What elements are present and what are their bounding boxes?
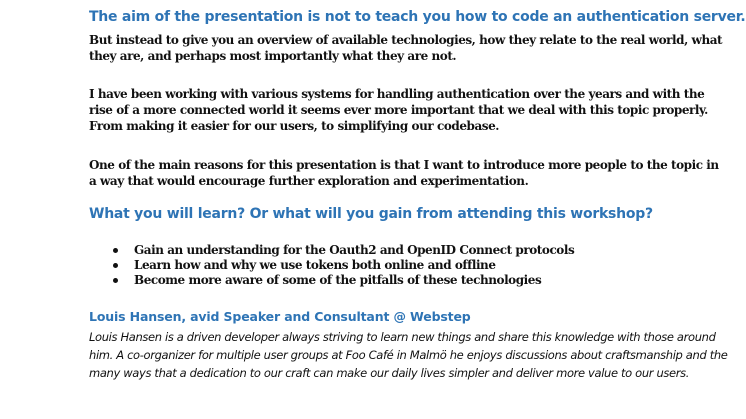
intro-paragraph-motivation: One of the main reasons for this presentation is that I want to introduce more people to the topic in a way that would encourage further exploration and experimentation. — [89, 158, 719, 188]
speaker-bio: Louis Hansen is a driven developer always striving to learn new things and share this knowledge with those around him. A co-organizer for multiple user groups at Foo Café in Malmö he enjoys discussions about craftsmanship and the many ways that a dedication to our craft can make our daily lives simpler and deliver more value to our users. — [89, 330, 728, 380]
learn-bullet-list — [112, 243, 574, 288]
speaker-heading: Louis Hansen, avid Speaker and Consultant @ Webstep — [89, 309, 471, 324]
list-item: Learn how and why we use tokens both online and offline — [112, 258, 574, 273]
document-page — [89, 0, 746, 419]
learn-heading: What you will learn? Or what will you gain from attending this workshop? — [89, 206, 653, 222]
intro-paragraph-experience: I have been working with various systems for handling authentication over the years and with the rise of a more connected world it seems ever more important that we deal with this topic properly. From making it easier for our users, to simplifying our codebase. — [89, 87, 708, 133]
intro-heading: The aim of the presentation is not to teach you how to code an authentication server. — [89, 9, 746, 25]
list-item: Become more aware of some of the pitfalls of these technologies — [112, 273, 574, 288]
list-item: Gain an understanding for the Oauth2 and OpenID Connect protocols — [112, 243, 574, 258]
intro-paragraph-overview: But instead to give you an overview of available technologies, how they relate to the real world, what they are, and perhaps most importantly what they are not. — [89, 33, 723, 63]
